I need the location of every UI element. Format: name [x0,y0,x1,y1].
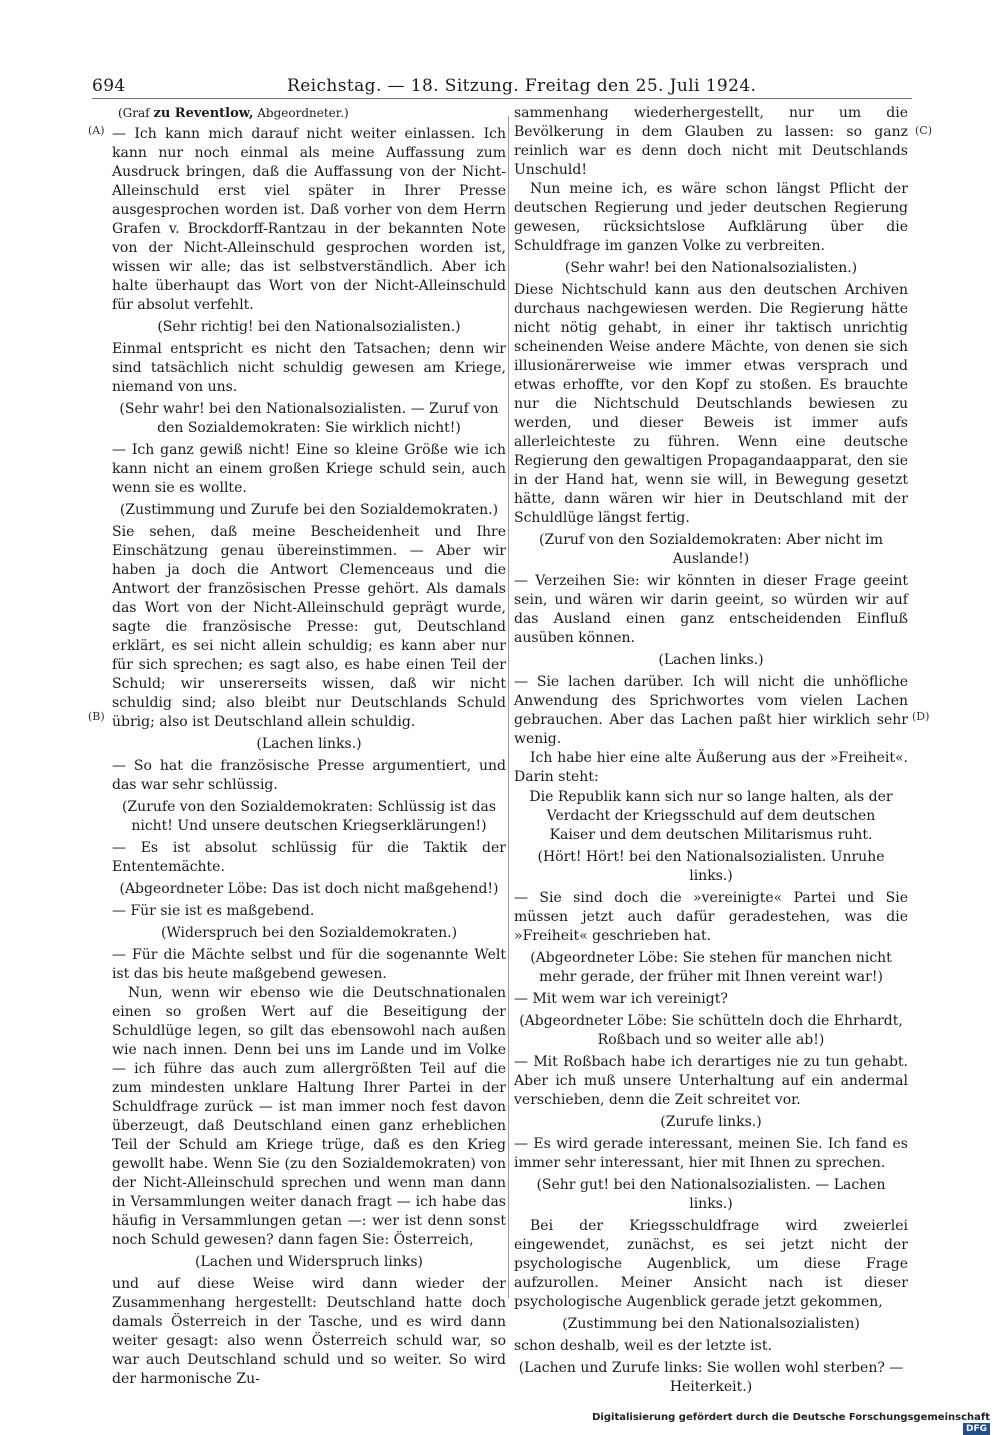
paragraph: — Ich ganz gewiß nicht! Eine so kleine Größe wie ich kann nicht an einem großen Kriege schuld sein, auch wenn sie es wollte. [112,442,506,496]
paragraph: — Sie sind doch die »vereinigte« Partei und Sie müssen jetzt auch dafür geradestehen, was die »Freiheit« geschrieben hat. [514,890,908,944]
interjection: (Zustimmung bei den Nationalsozialisten) [562,1316,860,1332]
margin-marker-c: (C) [915,124,932,137]
paragraph: — Mit Roßbach habe ich derartiges nie zu tun gehabt. Aber ich muß unsere Unterhaltung auf ein andermal verschieben, denn die Zeit schreitet vor. [514,1054,908,1108]
paragraph: Ich habe hier eine alte Äußerung aus der »Freiheit«. Darin steht: [514,750,908,785]
right-column-body [514,104,908,1397]
paragraph: — Für sie ist es maßgebend. [112,903,315,919]
interjection: (Sehr gut! bei den Nationalsozialisten. — Lachen links.) [536,1177,886,1212]
paragraph: Bei der Kriegsschuldfrage wird zweierlei eingewendet, zunächst, es sei jetzt nicht der psychologische Augenblick, um diese Frage aufzurollen. Meiner Ansicht nach ist dieser psychologische Augenblick gerade jetzt gekommen, [514,1218,908,1310]
running-title: Reichstag. — 18. Sitzung. Freitag den 25. Juli 1924. [287,76,757,96]
interjection: (Sehr richtig! bei den Nationalsozialisten.) [157,319,461,335]
margin-marker-d: (D) [912,710,930,723]
left-column-body [112,125,506,1389]
interjection: (Zuruf von den Sozialdemokraten: Aber nicht im Auslande!) [538,532,883,567]
paragraph: Diese Nichtschuld kann aus den deutschen Archiven durchaus nachgewiesen werden. Die Regierung hätte nicht nötig gehabt, in einer ihr taktisch unrichtig scheinenden Weise andere Mächte, von denen sie sich illusionärerweise wie immer etwas versprach und etwas erhoffte, vor den Kopf zu stoßen. Es brauchte nur die Nichtschuld Deutschlands bewiesen zu werden, und dieser Beweis ist immer aufs allerleichteste zu führen. Wenn eine deutsche Regierung den gewaltigen Propagandaapparat, den sie in der Hand hat, wenn sie will, in Bewegung gesetzt hätte, dann wären wir hier in Deutschland mit der Schuldlüge längst fertig. [514,282,908,526]
paragraph: Nun meine ich, es wäre schon längst Pflicht der deutschen Regierung und jeder deutschen Regierung gewesen, rücksichtslose Aufklärung über die Schuldfrage im ganzen Volke zu verbreiten. [514,181,908,254]
speaker-role: Abgeordneter.) [257,106,349,120]
margin-marker-b: (B) [88,710,105,723]
block-quote: Die Republik kann sich nur so lange halten, als der Verdacht der Kriegsschuld auf dem deutschen Kaiser und dem deutschen Militarismus ruht. [529,789,893,843]
dfg-logo: DFG [963,1423,990,1435]
paragraph: — So hat die französische Presse argumentiert, und das war sehr schlüssig. [112,758,506,793]
interjection: (Zustimmung und Zurufe bei den Sozialdemokraten.) [119,502,499,518]
right-column [514,104,908,1400]
interjection: (Abgeordneter Löbe: Das ist doch nicht maßgehend!) [119,881,499,897]
interjection: (Sehr wahr! bei den Nationalsozialisten. — Zuruf von den Sozialdemokraten: Sie wirklich nicht!) [119,401,499,436]
interjection: (Widerspruch bei den Sozialdemokraten.) [160,925,458,941]
interjection: (Lachen links.) [658,652,764,668]
page-footer [590,1412,990,1434]
paragraph: schon deshalb, weil es der letzte ist. [514,1338,772,1354]
page-header [92,76,912,99]
interjection: (Abgeordneter Löbe: Sie stehen für manchen nicht mehr gerade, der früher mit Ihnen vereint war!) [530,950,892,985]
paragraph: — Mit wem war ich vereinigt? [514,991,728,1007]
paragraph: — Es ist absolut schlüssig für die Taktik der Ententemächte. [112,840,506,875]
paragraph: Sie sehen, daß meine Bescheidenheit und Ihre Einschätzung genau übereinstimmen. — Aber wir haben ja doch die Antwort Clemenceaus und die Antwort der französischen Presse gehört. Als damals das Wort von der Nicht-Alleinschuld geprägt wurde, sagte die französische Presse: gut, Deutschland erklärt, es sei nicht allein schuldig; es kann aber nur für sich sprechen; es sagt also, es habe einen Teil der Schuld; wir unsererseits wissen, daß wir nicht schuldig sind; also bleibt nur Deutschlands Schuld übrig; also ist Deutschland allein schuldig. [112,524,506,730]
interjection: (Hört! Hört! bei den Nationalsozialisten. Unruhe links.) [537,849,885,884]
paragraph: — Es wird gerade interessant, meinen Sie. Ich fand es immer sehr interessant, hier mit Ihnen zu sprechen. [514,1136,908,1171]
interjection: (Lachen und Zurufe links: Sie wollen wohl sterben? — Heiterkeit.) [518,1360,904,1395]
paragraph: — Ich kann mich darauf nicht weiter einlassen. Ich kann nur noch einmal als meine Auffassung zum Ausdruck bringen, daß die Auffassung von der Nicht-Alleinschuld erst viel später in Ihrer Presse ausgesprochen worden ist. Daß vorher von dem Herrn Grafen v. Brockdorff-Rantzau in der bekannten Note von der Nicht-Alleinschuld gesprochen worden ist, wissen wir alle; das ist selbstverständlich. Aber ich halte überhaupt das Wort von der Nicht-Alleinschuld für absolut verfehlt. [112,126,506,313]
interjection: (Lachen links.) [256,736,362,752]
speaker-prefix: (Graf [118,106,150,120]
interjection: (Zurufe links.) [660,1114,762,1130]
column-divider [508,116,509,1298]
interjection: (Lachen und Widerspruch links) [195,1254,423,1270]
speaker-line [118,104,506,123]
paragraph: — Für die Mächte selbst und für die sogenannte Welt ist das bis heute maßgebend gewesen. [112,947,506,982]
footer-credit: Digitalisierung gefördert durch die Deutsche Forschungsgemeinschaft [592,1412,990,1423]
page-number: 694 [92,76,126,96]
paragraph: Nun, wenn wir ebenso wie die Deutschnationalen einen so großen Wert auf die Beseitigung der Schuldlüge legen, so gilt das ebensowohl nach außen wie nach innen. Denn bei uns im Lande und im Volke — ich führe das auch zum allergrößten Teil auf die zum mindesten unklare Haltung Ihrer Partei in der Schuldfrage zurück — ist man immer noch fest davon überzeugt, daß Deutschland einen ganz erheblichen Teil der Schuld am Kriege trüge, daß es den Krieg gewollt habe. Wenn Sie (zu den Sozialdemokraten) von der Nicht-Alleinschuld sprechen und wenn man dann in Versammlungen weiter danach fragt — ich habe das häufig in Versammlungen getan —: wer ist denn sonst noch Schuld gewesen? dann fagen Sie: Österreich, [112,985,506,1248]
speaker-name: zu Reventlow, [153,106,254,121]
paragraph: — Sie lachen darüber. Ich will nicht die unhöfliche Anwendung des Sprichwortes vom vielen Lachen gebrauchen. Aber das Lachen paßt hier wirklich sehr wenig. [514,674,908,747]
paragraph: — Verzeihen Sie: wir könnten in dieser Frage geeint sein, und wären wir darin geeint, so würden wir auf das Ausland einen ganz entscheidenden Einfluß ausüben können. [514,573,908,646]
paragraph: Einmal entspricht es nicht den Tatsachen; denn wir sind tatsächlich nicht schuldig gewesen am Kriege, niemand von uns. [112,341,506,395]
margin-marker-a: (A) [88,124,105,137]
paragraph: und auf diese Weise wird dann wieder der Zusammenhang hergestellt: Deutschland hatte doch damals Österreich in der Tasche, und es wird dann weiter gesagt: also wenn Österreich schuld war, so war auch Deutschland schuld und so weiter. So wird der harmonische Zu- [112,1276,506,1387]
paragraph: sammenhang wiederhergestellt, nur um die Bevölkerung in dem Glauben zu lassen: so ganz reinlich war es denn doch nicht mit Deutschlands Unschuld! [514,105,908,178]
interjection: (Sehr wahr! bei den Nationalsozialisten.) [564,260,858,276]
interjection: (Zurufe von den Sozialdemokraten: Schlüssig ist das nicht! Und unsere deutschen Kriegserklärungen!) [121,799,497,834]
left-column [112,104,506,1389]
interjection: (Abgeordneter Löbe: Sie schütteln doch die Ehrhardt, Roßbach und so weiter alle ab!) [519,1013,903,1048]
